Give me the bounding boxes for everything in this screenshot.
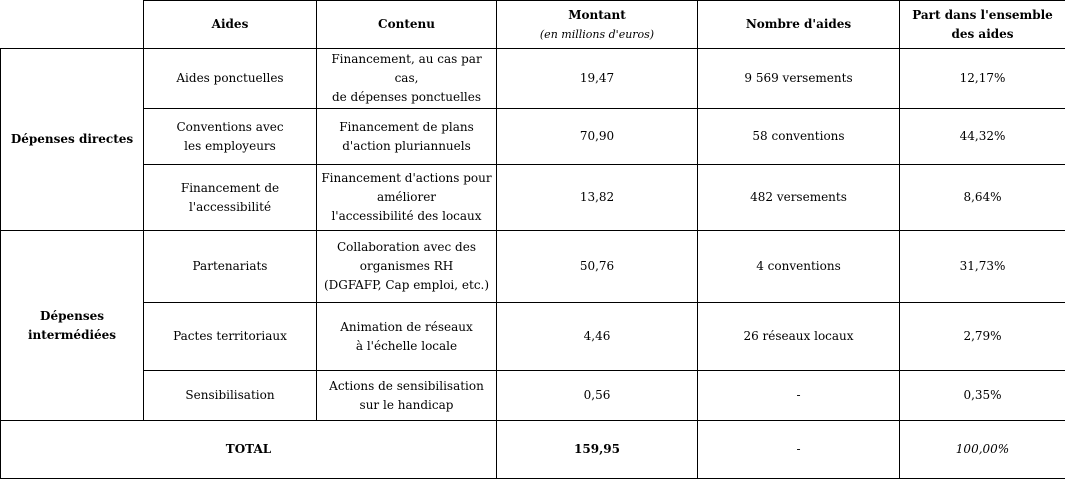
contenu-line: à l'échelle locale [355, 338, 458, 353]
header-nombre: Nombre d'aides [698, 1, 900, 49]
cell-montant: 4,46 [497, 303, 698, 371]
cell-aide [144, 371, 317, 421]
cell-part: 2,79% [900, 303, 1065, 371]
contenu-line: de dépenses ponctuelles [331, 90, 482, 104]
cell-nombre: 4 conventions [698, 231, 900, 303]
header-part [900, 1, 1065, 49]
contenu-line: Financement d'actions pour [321, 171, 492, 185]
cell-contenu [317, 165, 497, 231]
contenu-line: Financement de plans [339, 119, 474, 134]
aide-line: Sensibilisation [185, 388, 275, 402]
contenu-line: sur le handicap [359, 397, 454, 412]
table-row [1, 303, 1065, 371]
total-part: 100,00% [900, 421, 1065, 479]
cell-montant: 50,76 [497, 231, 698, 303]
cell-montant: 70,90 [497, 109, 698, 165]
aide-line: Financement de [180, 180, 280, 195]
cell-nombre: - [698, 371, 900, 421]
header-part-line2: des aides [951, 26, 1014, 41]
contenu-line: améliorer [376, 190, 437, 204]
cell-nombre: 9 569 versements [698, 49, 900, 109]
cell-contenu [317, 109, 497, 165]
cell-part: 0,35% [900, 371, 1065, 421]
aide-line: Partenariats [192, 259, 268, 273]
cell-nombre: 482 versements [698, 165, 900, 231]
table-row [1, 165, 1065, 231]
cell-part: 44,32% [900, 109, 1065, 165]
group-label-line: intermédiées [27, 327, 117, 342]
header-part-line1: Part dans l'ensemble [912, 7, 1053, 22]
group-label-line: Dépenses [40, 308, 104, 323]
cell-montant: 0,56 [497, 371, 698, 421]
cell-part: 12,17% [900, 49, 1065, 109]
header-montant [497, 1, 698, 49]
cell-contenu [317, 371, 497, 421]
aide-line: Aides ponctuelles [176, 71, 284, 85]
contenu-line: (DGFAFP, Cap emploi, etc.) [323, 278, 490, 292]
aide-line: les employeurs [184, 138, 276, 153]
cell-aide [144, 165, 317, 231]
contenu-line: Financement, au cas par cas, [331, 52, 482, 85]
aide-line: Pactes territoriaux [173, 329, 287, 343]
cell-aide [144, 303, 317, 371]
contenu-line: d'action pluriannuels [342, 138, 471, 153]
total-nombre: - [698, 421, 900, 479]
total-label: TOTAL [1, 421, 497, 479]
cell-contenu [317, 49, 497, 109]
total-row [1, 421, 1065, 479]
cell-aide [144, 231, 317, 303]
cell-aide [144, 49, 317, 109]
cell-part: 8,64% [900, 165, 1065, 231]
contenu-line: Animation de réseaux [340, 319, 473, 334]
cell-nombre: 58 conventions [698, 109, 900, 165]
corner-cell [1, 1, 144, 49]
cell-nombre: 26 réseaux locaux [698, 303, 900, 371]
header-row [1, 1, 1065, 49]
header-montant-unit: (en millions d'euros) [539, 27, 655, 41]
contenu-line: Collaboration avec des [337, 240, 476, 254]
group-label-directes: Dépenses directes [1, 49, 144, 231]
group-label-intermediees [1, 231, 144, 421]
total-montant: 159,95 [497, 421, 698, 479]
cell-contenu [317, 231, 497, 303]
cell-montant: 19,47 [497, 49, 698, 109]
table-row [1, 231, 1065, 303]
header-contenu: Contenu [317, 1, 497, 49]
header-aides: Aides [144, 1, 317, 49]
aide-line: Conventions avec [176, 119, 284, 134]
table-row [1, 371, 1065, 421]
aide-line: l'accessibilité [188, 199, 272, 214]
contenu-line: organismes RH [359, 259, 454, 273]
table-row [1, 49, 1065, 109]
cell-part: 31,73% [900, 231, 1065, 303]
cell-contenu [317, 303, 497, 371]
table-row [1, 109, 1065, 165]
cell-aide [144, 109, 317, 165]
contenu-line: l'accessibilité des locaux [331, 209, 482, 223]
contenu-line: Actions de sensibilisation [329, 378, 484, 393]
header-montant-label: Montant [568, 7, 626, 22]
cell-montant: 13,82 [497, 165, 698, 231]
